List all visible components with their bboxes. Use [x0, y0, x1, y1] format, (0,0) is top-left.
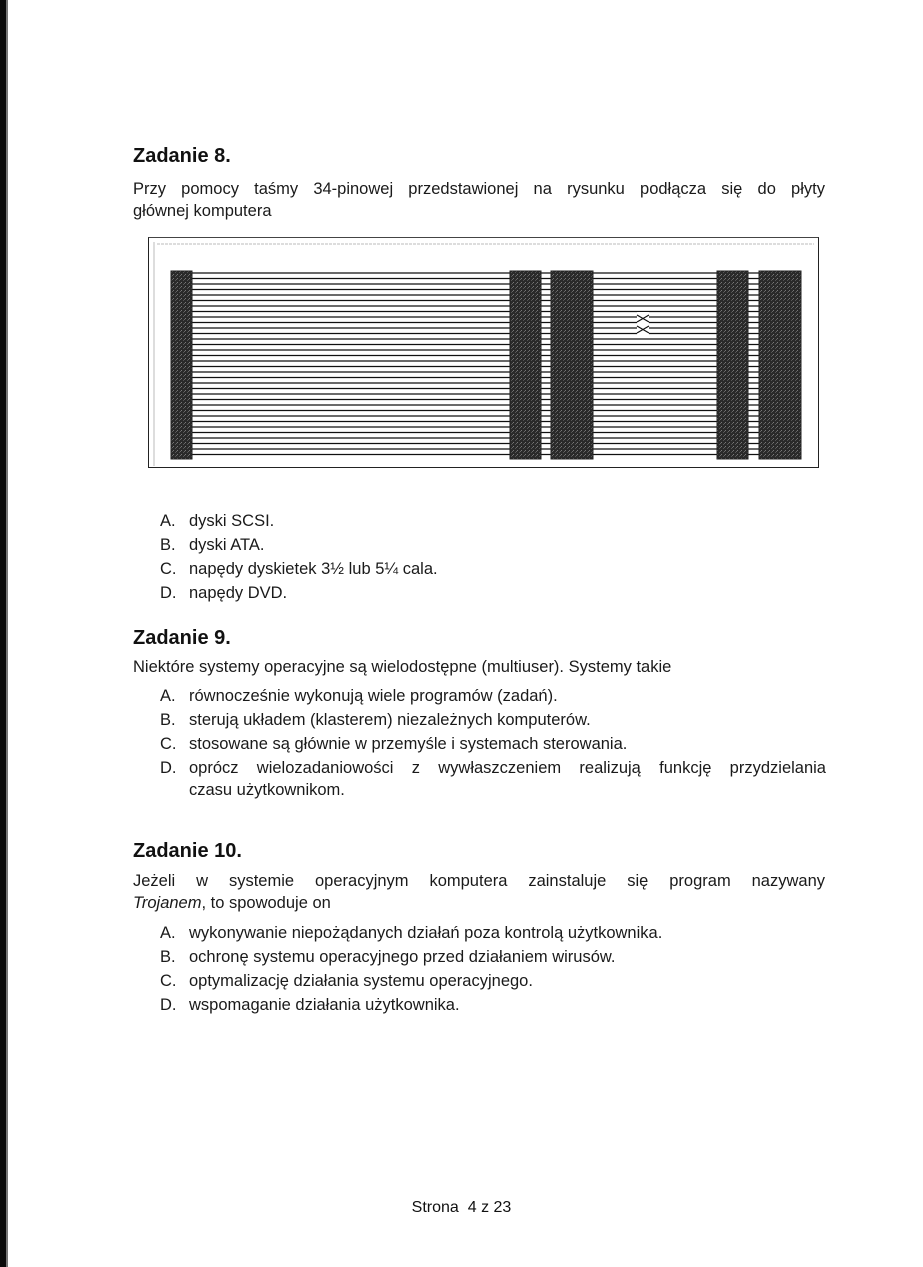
- answer-option[interactable]: [160, 709, 826, 731]
- answer-letter: C.: [160, 560, 177, 578]
- answer-text: ochronę systemu operacyjnego przed działaniem wirusów.: [189, 948, 616, 966]
- answer-text-line1: oprócz wielozadaniowości z wywłaszczeniem realizują funkcję przydzielania: [189, 759, 826, 777]
- page-separator: z: [481, 1199, 490, 1216]
- task-10-question-rest: , to spowoduje on: [201, 894, 331, 912]
- answer-text: dyski SCSI.: [189, 512, 275, 530]
- answer-text: napędy dyskietek 3½ lub 5¼ cala.: [189, 560, 438, 578]
- answer-letter: A.: [160, 512, 176, 530]
- answer-text: stosowane są głównie w przemyśle i systemach sterowania.: [189, 735, 628, 753]
- answer-option[interactable]: [160, 757, 826, 801]
- page-footer: [0, 1199, 923, 1217]
- answer-letter: C.: [160, 735, 177, 753]
- answer-letter: D.: [160, 759, 177, 777]
- answer-letter: B.: [160, 536, 176, 554]
- answer-option[interactable]: [160, 685, 826, 707]
- answer-option[interactable]: [160, 510, 826, 532]
- drive-a-connector-edge: [717, 271, 748, 459]
- task-10-title: Zadanie 10.: [133, 840, 242, 862]
- task-8-question-line1: Przy pomocy taśmy 34-pinowej przedstawionej na rysunku podłącza się do płyty: [133, 180, 825, 198]
- answer-letter: D.: [160, 996, 177, 1014]
- answer-letter: D.: [160, 584, 177, 602]
- page-total: 23: [493, 1199, 512, 1216]
- answer-text: równocześnie wykonują wiele programów (zadań).: [189, 687, 558, 705]
- answer-text: napędy DVD.: [189, 584, 288, 602]
- ribbon-cable-diagram-icon: [149, 238, 820, 469]
- answer-text: wspomaganie działania użytkownika.: [189, 996, 460, 1014]
- task-9-answers: [160, 685, 826, 803]
- answer-letter: B.: [160, 948, 176, 966]
- drive-a-connector-idc: [759, 271, 801, 459]
- task-8-question-line2: głównej komputera: [133, 202, 272, 220]
- answer-letter: B.: [160, 711, 176, 729]
- answer-option[interactable]: [160, 994, 826, 1016]
- answer-letter: A.: [160, 687, 176, 705]
- answer-letter: C.: [160, 972, 177, 990]
- answer-text: dyski ATA.: [189, 536, 265, 554]
- answer-option[interactable]: [160, 582, 826, 604]
- task-10-question-line1: Jeżeli w systemie operacyjnym komputera zainstaluje się program nazywany: [133, 872, 825, 890]
- task-9-title: Zadanie 9.: [133, 627, 231, 649]
- answer-letter: A.: [160, 924, 176, 942]
- ribbon-cable-figure: [148, 237, 819, 468]
- trojan-term: Trojanem: [133, 894, 202, 912]
- answer-text: sterują układem (klasterem) niezależnych komputerów.: [189, 711, 591, 729]
- drive-b-connector-idc: [551, 271, 593, 459]
- page-current: 4: [467, 1199, 477, 1216]
- answer-text-line2: czasu użytkownikom.: [189, 781, 345, 799]
- answer-option[interactable]: [160, 534, 826, 556]
- answer-text: optymalizację działania systemu operacyjnego.: [189, 972, 533, 990]
- answer-option[interactable]: [160, 970, 826, 992]
- task-8-question: [133, 178, 825, 222]
- task-8-title: Zadanie 8.: [133, 145, 231, 167]
- answer-option[interactable]: [160, 558, 826, 580]
- answer-text: wykonywanie niepożądanych działań poza kontrolą użytkownika.: [189, 924, 663, 942]
- page-label: Strona: [411, 1199, 459, 1216]
- motherboard-connector: [171, 271, 192, 459]
- answer-option[interactable]: [160, 733, 826, 755]
- scan-edge-shadow: [6, 0, 8, 1267]
- task-10-question-line2: [133, 892, 825, 914]
- task-9-question: Niektóre systemy operacyjne są wielodostępne (multiuser). Systemy takie: [133, 658, 672, 676]
- answer-option[interactable]: [160, 946, 826, 968]
- task-8-answers: [160, 510, 826, 606]
- drive-b-connector-edge: [510, 271, 541, 459]
- answer-option[interactable]: [160, 922, 826, 944]
- task-10-answers: [160, 922, 826, 1018]
- task-10-question: [133, 870, 825, 914]
